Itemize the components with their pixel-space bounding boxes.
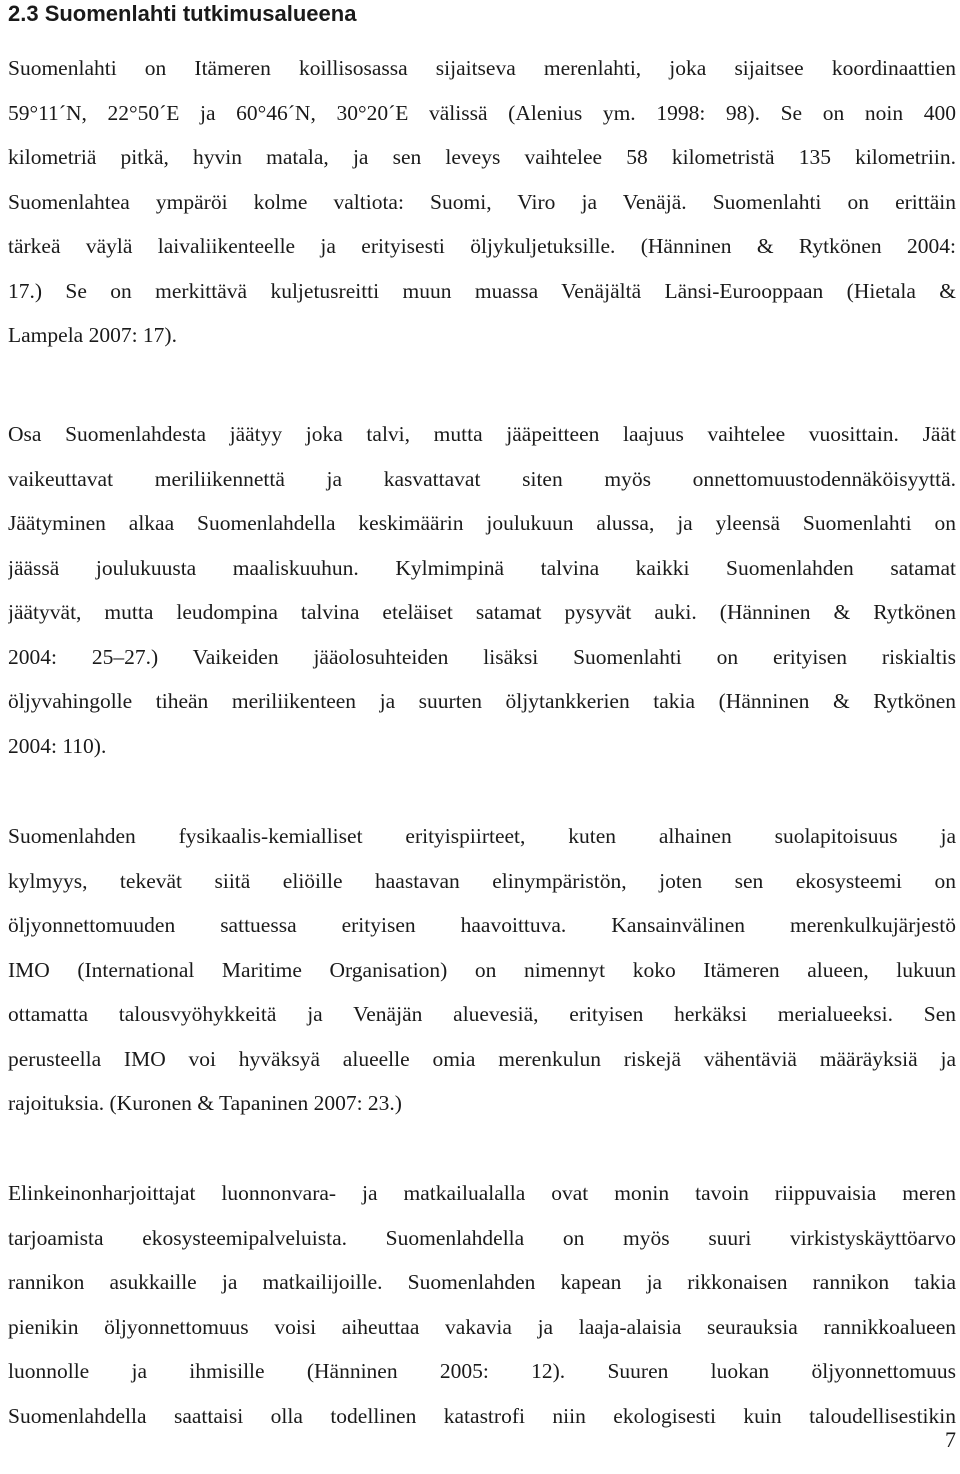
paragraph-line: 2004: 110). bbox=[8, 733, 107, 758]
paragraph-line: Lampela 2007: 17). bbox=[8, 323, 177, 347]
paragraph-line: jäässä joulukuusta maaliskuuhun. Kylmimpinä talvina kaikki Suomenlahden satamat bbox=[8, 555, 956, 580]
paragraph-line: Elinkeinonharjoittajat luonnonvara- ja matkailualalla ovat monin tavoin riippuvaisia meren bbox=[8, 1181, 956, 1205]
paragraph-2 bbox=[8, 412, 956, 768]
paragraph-line: öljyvahingolle tiheän meriliikenteen ja suurten öljytankkerien takia (Hänninen & Rytkönen bbox=[8, 689, 956, 713]
paragraph-line: Suomenlahdella saattaisi olla todellinen katastrofi niin ekologisesti kuin taloudellisestikin bbox=[8, 1403, 956, 1428]
paragraph-line: tarjoamista ekosysteemipalveluista. Suomenlahdella on myös suuri virkistyskäyttöarvo bbox=[8, 1225, 956, 1250]
paragraph-line: kilometriä pitkä, hyvin matala, ja sen leveys vaihtelee 58 kilometristä 135 kilometriin. bbox=[8, 145, 956, 169]
paragraph-3 bbox=[8, 814, 956, 1126]
paragraph-line: öljyonnettomuuden sattuessa erityisen haavoittuva. Kansainvälinen merenkulkujärjestö bbox=[8, 913, 956, 937]
section-heading: 2.3 Suomenlahti tutkimusalueena bbox=[8, 1, 357, 26]
paragraph-4 bbox=[8, 1171, 956, 1438]
paragraph-line: 59°11´N, 22°50´E ja 60°46´N, 30°20´E välissä (Alenius ym. 1998: 98). Se on noin 400 bbox=[8, 100, 956, 125]
paragraph-line: rajoituksia. (Kuronen & Tapaninen 2007: 23.) bbox=[8, 1091, 402, 1115]
paragraph-line: Osa Suomenlahdesta jäätyy joka talvi, mutta jääpeitteen laajuus vaihtelee vuosittain. Jäät bbox=[8, 422, 956, 446]
paragraph-line: Suomenlahti on Itämeren koillisosassa sijaitseva merenlahti, joka sijaitsee koordinaattien bbox=[8, 56, 956, 80]
paragraph-line: perusteella IMO voi hyväksyä alueelle omia merenkulun riskejä vähentäviä määräyksiä ja bbox=[8, 1046, 956, 1071]
paragraph-line: tärkeä väylä laivaliikenteelle ja erityisesti öljykuljetuksille. (Hänninen & Rytkönen 2004: bbox=[8, 234, 956, 258]
paragraph-line: luonnolle ja ihmisille (Hänninen 2005: 12). Suuren luokan öljyonnettomuus bbox=[8, 1359, 956, 1383]
paragraph-line: 17.) Se on merkittävä kuljetusreitti muun muassa Venäjältä Länsi-Eurooppaan (Hietala & bbox=[8, 278, 956, 303]
paragraph-line: jäätyvät, mutta leudompina talvina eteläiset satamat pysyvät auki. (Hänninen & Rytkönen bbox=[8, 600, 956, 624]
paragraph-line: Suomenlahtea ympäröi kolme valtiota: Suomi, Viro ja Venäjä. Suomenlahti on erittäin bbox=[8, 189, 956, 214]
paragraph-line: kylmyys, tekevät siitä eliöille haastavan elinympäristön, joten sen ekosysteemi on bbox=[8, 868, 956, 893]
paragraph-line: rannikon asukkaille ja matkailijoille. Suomenlahden kapean ja rikkonaisen rannikon takia bbox=[8, 1270, 956, 1294]
paragraph-line: 2004: 25–27.) Vaikeiden jääolosuhteiden lisäksi Suomenlahti on erityisen riskialtis bbox=[8, 644, 956, 669]
paragraph-line: ottamatta talousvyöhykkeitä ja Venäjän aluevesiä, erityisen herkäksi merialueeksi. Sen bbox=[8, 1002, 956, 1026]
page-number: 7 bbox=[945, 1427, 956, 1452]
paragraph-1 bbox=[8, 46, 956, 358]
paragraph-line: IMO (International Maritime Organisation) on nimennyt koko Itämeren alueen, lukuun bbox=[8, 957, 956, 982]
paragraph-line: Suomenlahden fysikaalis-kemialliset erityispiirteet, kuten alhainen suolapitoisuus ja bbox=[8, 824, 956, 848]
paragraph-line: vaikeuttavat meriliikennettä ja kasvattavat siten myös onnettomuustodennäköisyyttä. bbox=[8, 466, 956, 491]
paragraph-line: pienikin öljyonnettomuus voisi aiheuttaa vakavia ja laaja-alaisia seurauksia rannikkoalueen bbox=[8, 1314, 956, 1339]
paragraph-line: Jäätyminen alkaa Suomenlahdella keskimäärin joulukuun alussa, ja yleensä Suomenlahti on bbox=[8, 511, 956, 535]
